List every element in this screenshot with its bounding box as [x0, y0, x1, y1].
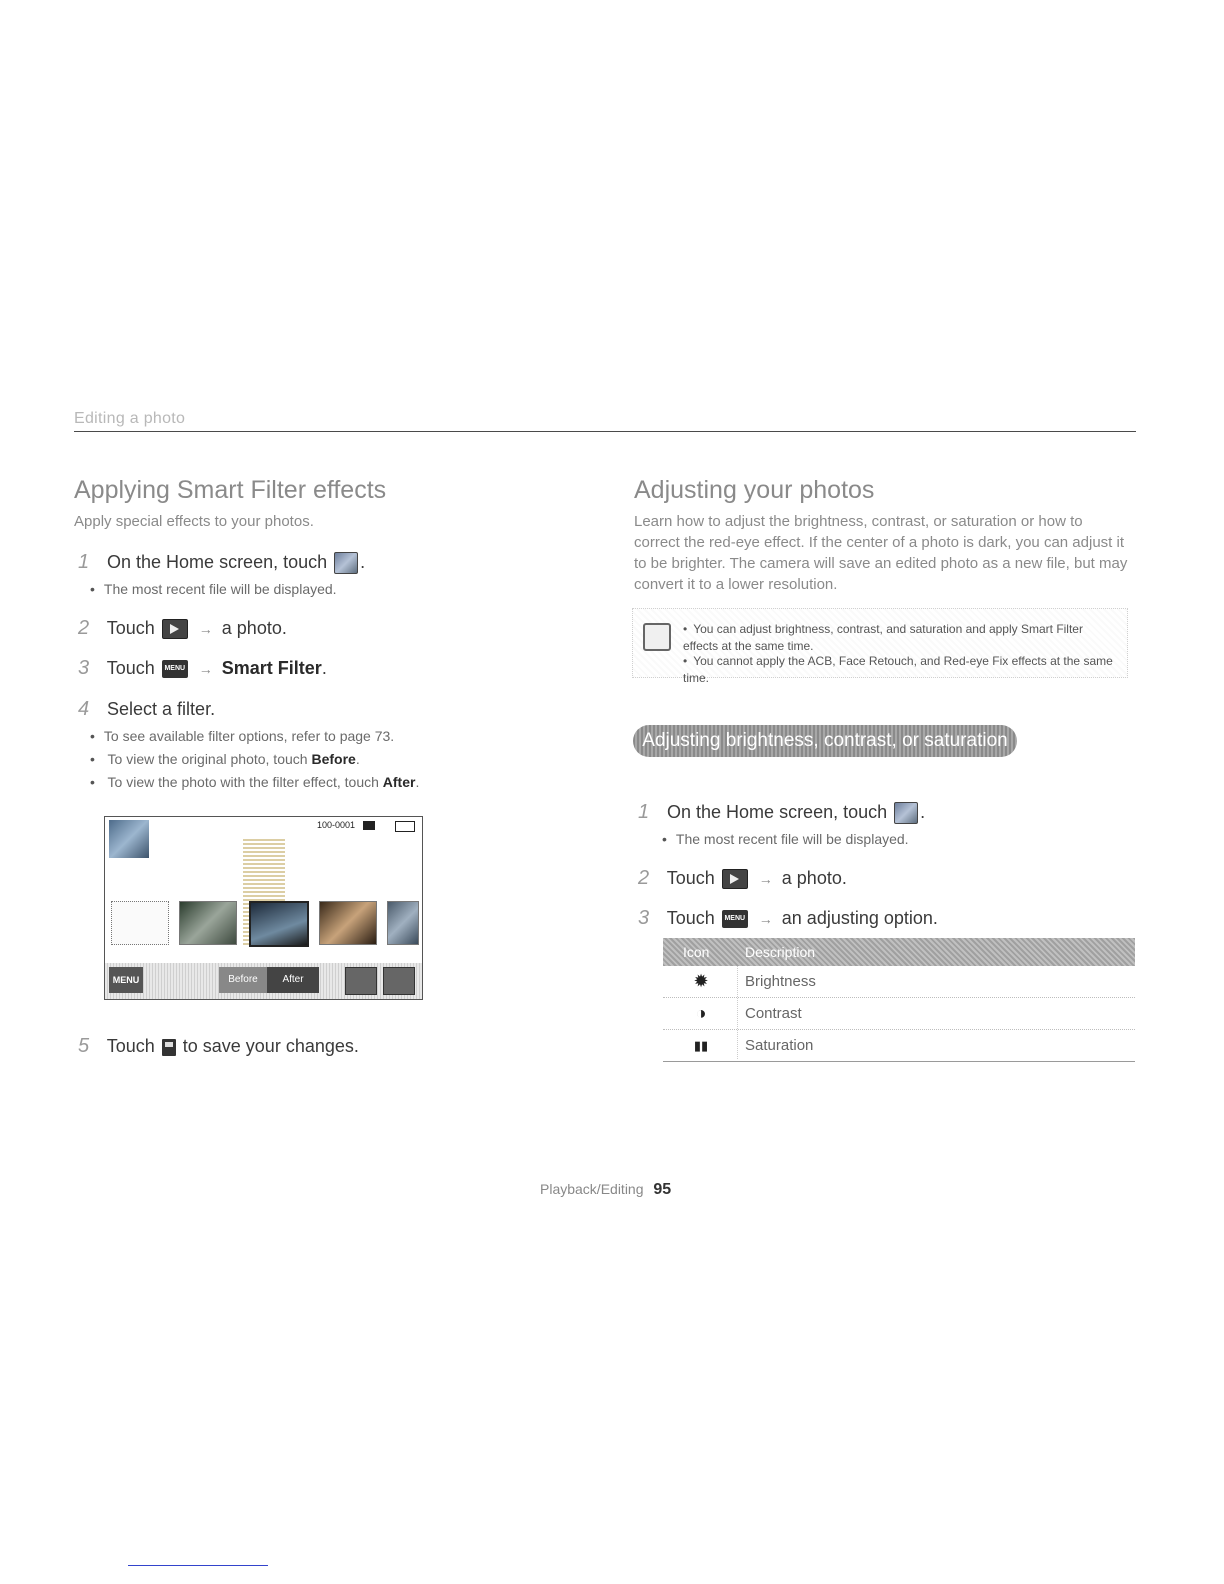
step-text-end: . [321, 658, 327, 678]
page-number: 95 [653, 1181, 672, 1198]
right-step-3 [638, 907, 938, 930]
saturation-icon: ▮▮ [693, 1038, 709, 1053]
before-button[interactable]: Before [219, 967, 267, 993]
section-desc-adjusting: Learn how to adjust the brightness, contrast, or saturation or how to correct the red-eye effect. If the center of a photo is dark, you can adjust it to be brighter. The camera will save an edited photo as a new file, but may convert it to a lower resolution. [634, 513, 1128, 593]
save-icon[interactable] [345, 967, 377, 995]
menu-icon: MENU [722, 910, 748, 928]
contrast-icon: ◑ [695, 1003, 707, 1023]
table-header-icon: Icon [683, 944, 710, 960]
step-number: 4 [78, 698, 90, 720]
right-step-1 [638, 801, 925, 824]
step-number: 1 [638, 801, 650, 823]
note-item-1 [683, 621, 1113, 655]
section-title-adjusting: Adjusting your photos [634, 476, 875, 504]
arrow-icon: → [758, 871, 773, 887]
memory-card-icon [363, 821, 375, 830]
left-step-4 [78, 698, 215, 721]
table-cell-description: Contrast [745, 1005, 802, 1022]
table-row [663, 998, 1135, 1030]
arrow-icon: → [198, 621, 213, 637]
table-cell-description: Saturation [745, 1037, 814, 1054]
step-text-end: to save your changes. [182, 1036, 359, 1056]
playback-icon [722, 869, 748, 889]
menu-button[interactable]: MENU [109, 967, 143, 993]
camera-screen-screenshot [104, 816, 423, 1000]
step-text-end: a photo. [221, 618, 287, 638]
step-number: 1 [78, 551, 90, 573]
file-number: 100-0001 [317, 820, 356, 830]
bullet-text: To view the photo with the filter effect, touch [107, 774, 379, 790]
battery-icon [395, 821, 415, 832]
table-row [663, 1030, 1135, 1062]
bullet-text-end: . [355, 751, 360, 767]
left-step-1 [78, 551, 365, 574]
step-text-end: . [920, 802, 926, 822]
note-item-2 [683, 653, 1113, 687]
step-text: Touch [106, 658, 155, 678]
step-text: Touch [106, 618, 155, 638]
step-bold: Smart Filter [221, 658, 322, 678]
step-text-end: a photo. [781, 868, 847, 888]
step-text: On the Home screen, touch [667, 802, 888, 822]
arrow-icon: → [758, 911, 773, 927]
table-row [663, 966, 1135, 998]
bullet-bold: Before [311, 751, 356, 767]
page-footer [540, 1181, 671, 1199]
note-pencil-icon [643, 623, 671, 651]
filter-thumbnail[interactable] [111, 901, 169, 945]
left-step-5 [78, 1035, 359, 1058]
right-step-2 [638, 867, 847, 890]
bullet-text: To view the original photo, touch [107, 751, 308, 767]
bullet-bold: After [382, 774, 416, 790]
left-step-4-bullet-2 [90, 751, 360, 767]
footer-section: Playback/Editing [540, 1181, 644, 1197]
table-cell-description: Brightness [745, 973, 816, 990]
playback-icon [162, 619, 188, 639]
step-text: Select a filter. [107, 699, 216, 719]
bullet-glyph: • [683, 654, 688, 668]
album-icon [334, 552, 358, 574]
step-number: 2 [638, 867, 650, 889]
subsection-banner: Adjusting brightness, contrast, or saturation [633, 725, 1017, 757]
playback-icon[interactable] [383, 967, 415, 995]
note-text: You can adjust brightness, contrast, and saturation and apply Smart Filter effects at the same time. [683, 622, 1083, 653]
adjust-options-table [663, 938, 1135, 1062]
right-step-1-bullet: • The most recent file will be displayed. [662, 831, 909, 847]
step-number: 5 [78, 1035, 90, 1057]
menu-icon: MENU [162, 660, 188, 678]
album-icon [109, 820, 149, 858]
left-step-3 [78, 657, 327, 680]
step-text: On the Home screen, touch [107, 552, 328, 572]
filter-thumbnail[interactable] [387, 901, 419, 945]
filter-thumbnail[interactable] [319, 901, 377, 945]
step-text: Touch [106, 1036, 155, 1056]
running-header: Editing a photo [74, 410, 186, 427]
bullet-glyph: • [683, 622, 688, 636]
left-step-4-bullet-3 [90, 774, 419, 790]
step-number: 3 [78, 657, 90, 679]
note-text: You cannot apply the ACB, Face Retouch, and Red-eye Fix effects at the same time. [683, 654, 1113, 685]
step-number: 2 [78, 617, 90, 639]
section-title-smart-filter: Applying Smart Filter effects [74, 476, 387, 504]
note-box [632, 608, 1128, 685]
step-number: 3 [638, 907, 650, 929]
section-desc-smart-filter: Apply special effects to your photos. [74, 513, 314, 530]
step-text-end: an adjusting option. [781, 908, 938, 928]
after-button[interactable]: After [267, 967, 319, 993]
save-icon [162, 1039, 176, 1056]
filter-thumbnail-selected[interactable] [249, 901, 309, 947]
table-header-description: Description [745, 944, 816, 960]
album-icon [894, 802, 918, 824]
arrow-icon: → [198, 661, 213, 677]
left-step-2 [78, 617, 287, 640]
bullet-text-end: . [415, 774, 420, 790]
header-divider [74, 431, 1136, 432]
step-text: Touch [666, 868, 715, 888]
bottom-underline [128, 1565, 268, 1566]
table-header [663, 938, 1135, 966]
filter-thumbnail[interactable] [179, 901, 237, 945]
left-step-4-bullet-1: • To see available filter options, refer to page 73. [90, 728, 394, 744]
left-step-1-bullet: • The most recent file will be displayed. [90, 581, 337, 597]
brightness-icon: ✹ [693, 971, 709, 991]
step-text: Touch [666, 908, 715, 928]
step-text-end: . [360, 552, 366, 572]
